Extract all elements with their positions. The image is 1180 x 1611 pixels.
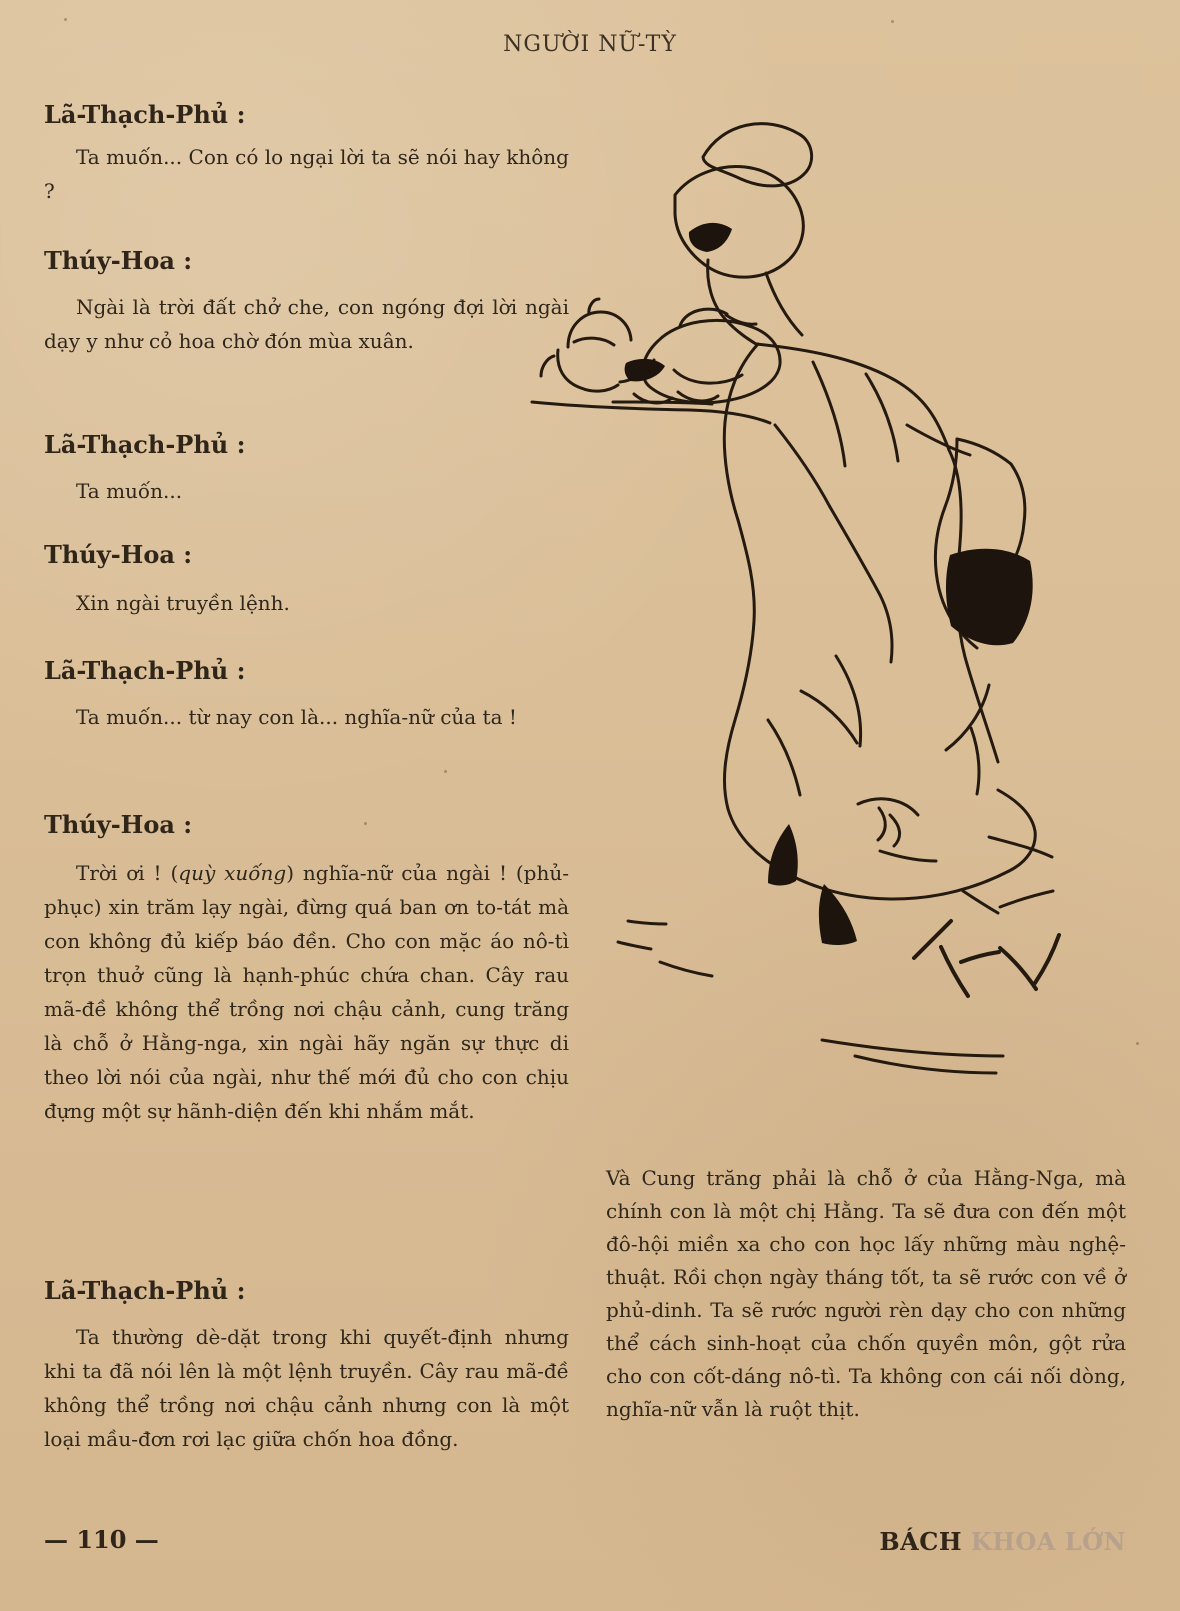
speaker-name: Thúy-Hoa : xyxy=(44,810,193,839)
speech-text: Trời ơi ! (quỳ xuống) nghĩa-nữ của ngài ! (phủ-phục) xin trăm lạy ngài, đừng quá ban ơn to-tát mà con không đủ kiếp báo đền. Cho con mặc áo nô-tì trọn thuở cũng là hạnh-phúc chứa chan. Cây rau mã-đề không thể trồng nơi chậu cảnh, cung trăng là chỗ ở Hằng-nga, xin ngài hãy ngăn sự thực di theo lời nói của ngài, như thế mới đủ cho con chịu đựng một sự hãnh-diện đến khi nhắm mắt. xyxy=(44,861,570,1123)
paper-spot xyxy=(1136,1042,1139,1045)
artist-signature: Ngọc xyxy=(920,970,963,989)
speech-text: Ta thường dè-dặt trong khi quyết-định nhưng khi ta đã nói lên là một lệnh truyền. Cây rau mã-đề không thể trồng nơi chậu cảnh nhưng con là một loại mầu-đơn rơi lạc giữa chốn hoa đồng. xyxy=(44,1325,569,1451)
speech-text: Ngài là trời đất chở che, con ngóng đợi lời ngài dạy y như cỏ hoa chờ đón mùa xuân. xyxy=(44,295,569,353)
magazine-name: BÁCH KHOA LỚN xyxy=(879,1527,1126,1556)
speech-text: Ta muốn... từ nay con là... nghĩa-nữ của ta ! xyxy=(76,705,517,729)
paper-spot xyxy=(364,822,367,825)
woman-serving-tea-illustration xyxy=(530,100,1130,1110)
speaker-name: Lã-Thạch-Phủ : xyxy=(44,656,246,685)
running-title: NGƯỜI NỮ-TỲ xyxy=(503,32,677,57)
stage-direction: quỳ xuống xyxy=(178,861,287,885)
paper-spot xyxy=(64,18,67,21)
paper-spot xyxy=(891,20,894,23)
speech-text: Ta muốn... xyxy=(76,479,183,503)
speaker-name: Thúy-Hoa : xyxy=(44,246,193,275)
dialogue-column xyxy=(44,96,569,1506)
page-number: — 110 — xyxy=(44,1525,159,1554)
speaker-name: Thúy-Hoa : xyxy=(44,540,193,569)
paper-spot xyxy=(444,770,447,773)
speech-text: Xin ngài truyền lệnh. xyxy=(76,591,290,615)
speaker-name: Lã-Thạch-Phủ : xyxy=(44,430,246,459)
speaker-name: Lã-Thạch-Phủ : xyxy=(44,1276,246,1305)
speaker-name: Lã-Thạch-Phủ : xyxy=(44,100,246,129)
continued-speech: Và Cung trăng phải là chỗ ở của Hằng-Nga, mà chính con là một chị Hằng. Ta sẽ đưa con đến một đô-hội miền xa cho con học lấy những màu nghệ-thuật. Rồi chọn ngày tháng tốt, ta sẽ rước con về ở phủ-dinh. Ta sẽ rước người rèn dạy cho con những thể cách sinh-hoạt của chốn quyền môn, gột rửa cho con cốt-dáng nô-tì. Ta không con cái nối dòng, nghĩa-nữ vẫn là ruột thịt. xyxy=(606,1166,1126,1421)
speech-text: Ta muốn... Con có lo ngại lời ta sẽ nói hay không ? xyxy=(44,145,569,203)
